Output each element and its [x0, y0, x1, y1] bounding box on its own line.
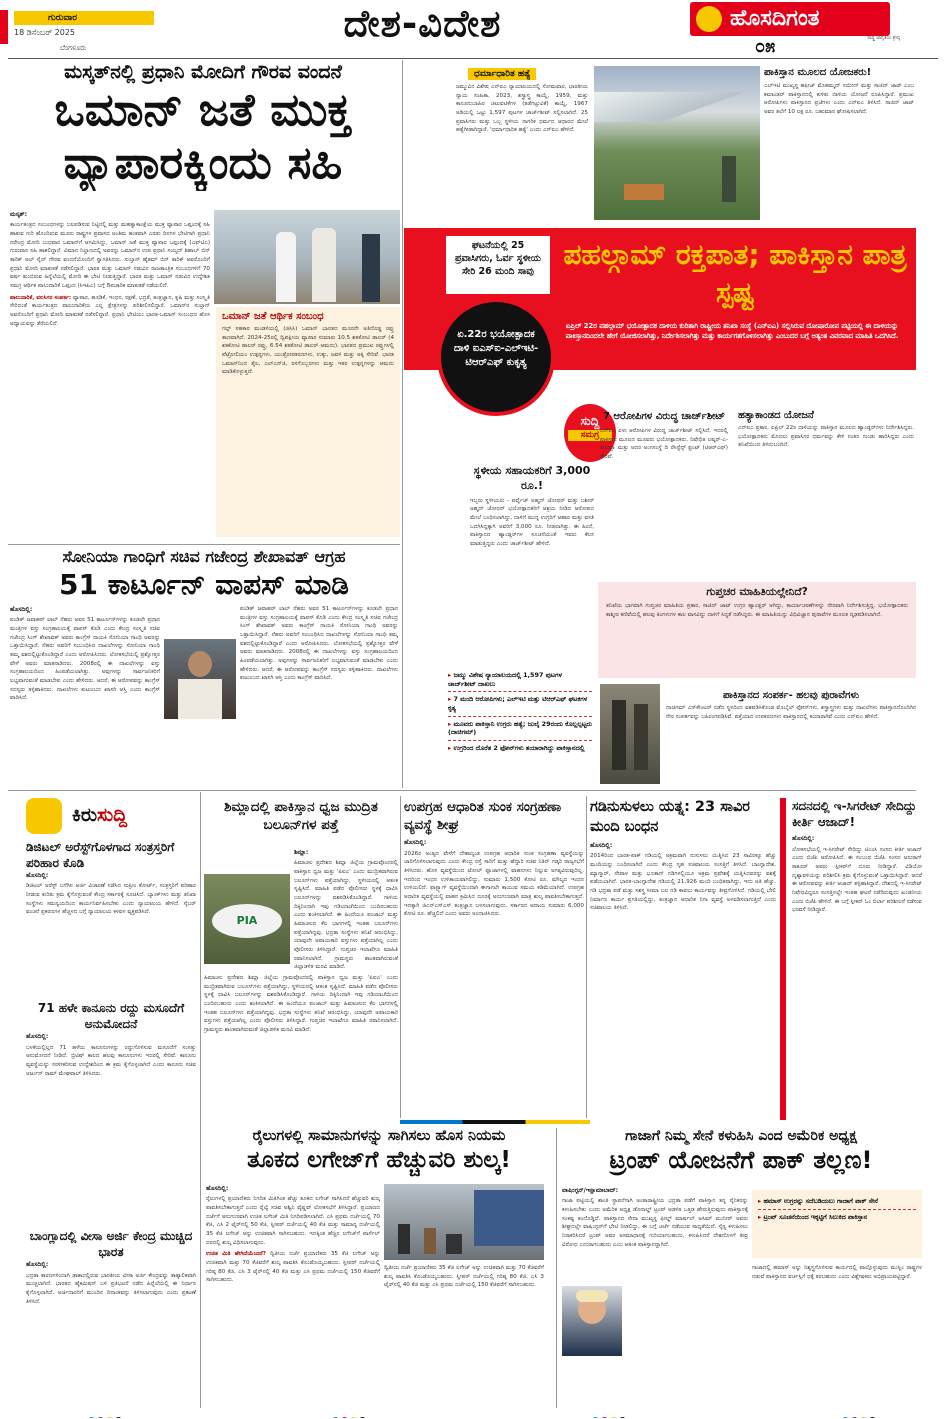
- sonia-body-col2: ಪಂಡಿತ್ ಜವಾಹರ್ ಲಾಲ್ ನೆಹರು ಅವರ 51 ಕಾರ್ಟೂನ್‌ಗಳನ್ನು ಕೂಡಲೇ ಪ್ರಧಾನ ಮಂತ್ರಿಗಳ ವಸ್ತು ಸಂಗ್ರಹಾಲಯಕ್ಕೆ ವಾಪಸ್ ಕೊಡಿ ಎಂದು ಕೇಂದ್ರ ಸಂಸ್ಕೃತಿ ಸಚಿವ ಗಜೇಂದ್ರ ಸಿಂಗ್ ಶೇಖಾವತ್ ಅವರು ಕಾಂಗ್ರೆಸ್ ನಾಯಕಿ ಸೋನಿಯಾ ಗಾಂಧಿ ಅವರನ್ನು ಒತ್ತಾಯಿಸಿದ್ದಾರೆ. ನೆಹರು ಅವರಿಗೆ ಸಂಬಂಧಿಸಿದ ದಾಖಲೆಗಳನ್ನು ಸೋನಿಯಾ ಗಾಂಧಿ ತಮ್ಮ ವಶದಲ್ಲಿಟ್ಟುಕೊಂಡಿದ್ದಾರೆ ಎಂದು ಆರೋಪಿಸಿದರು. ಲೋಕಸಭೆಯಲ್ಲಿ ಪ್ರಶ್ನೋತ್ತರ ವೇಳೆ ಅವರು ಮಾತನಾಡಿದರು. 2008ರಲ್ಲಿ ಈ ದಾಖಲೆಗಳನ್ನು ವಸ್ತು ಸಂಗ್ರಹಾಲಯದಿಂದ ಹಿಂಪಡೆಯಲಾಗಿತ್ತು. ಅವುಗಳನ್ನು ಸಾರ್ವಜನಿಕರಿಗೆ ಲಭ್ಯವಾಗುವಂತೆ ಮಾಡಬೇಕು ಎಂದು ಹೇಳಿದರು. ಆದರೆ, ಈ ಆರೋಪವನ್ನು ಕಾಂಗ್ರೆಸ್ ಸದಸ್ಯರು ತಳ್ಳಿಹಾಕಿದರು. ದಾಖಲೆಗಳು ಕುಟುಂಬದ ಖಾಸಗಿ ಆಸ್ತಿ ಎಂದು ಕಾಂಗ್ರೆಸ್ ವಾದಿಸಿದೆ.: [240, 606, 398, 682]
- shimla-body: ಹಿಮಾಚಲ ಪ್ರದೇಶದ ಶಿಮ್ಲಾ ಜಿಲ್ಲೆಯ ಗ್ರಾಮವೊಂದರಲ್ಲಿ ಪಾಕಿಸ್ತಾನ ಧ್ವಜ ಮತ್ತು 'ಪಿಐಎ' ಎಂದು ಮುದ್ರಿತವಾಗಿರುವ ಬಲೂನ್‌ಗಳು ಪತ್ತೆಯಾಗಿದ್ದು, ಸ್ಥಳೀಯರಲ್ಲಿ ಆತಂಕ ಸೃಷ್ಟಿಸಿದೆ. ಮಾಹಿತಿ ಪಡೆದ ಪೊಲೀಸರು ಸ್ಥಳಕ್ಕೆ ಧಾವಿಸಿ ಬಲೂನ್‌ಗಳನ್ನು ವಶಪಡಿಸಿಕೊಂಡಿದ್ದಾರೆ. ಗಾಳಿಯ ದಿಕ್ಕಿನಿಂದಾಗಿ ಇವು ಗಡಿಯಾಚೆಯಿಂದ ಬಂದಿರಬಹುದು ಎಂದು ಶಂಕಿಸಲಾಗಿದೆ. ಈ ಹಿಂದೆಯೂ ಪಂಜಾಬ್ ಮತ್ತು ಹಿಮಾಚಲದ ಕೆಲ ಭಾಗಗಳಲ್ಲಿ ಇಂತಹ ಬಲೂನ್‌ಗಳು ಪತ್ತೆಯಾಗಿದ್ದವು. ಭದ್ರತಾ ಸಂಸ್ಥೆಗಳು ತನಿಖೆ ಆರಂಭಿಸಿದ್ದು, ಯಾವುದೇ ಅಪಾಯಕಾರಿ ವಸ್ತುಗಳು ಪತ್ತೆಯಾಗಿಲ್ಲ ಎಂದು ಪೊಲೀಸರು ತಿಳಿಸಿದ್ದಾರೆ. ಗುಪ್ತಚರ ಇಲಾಖೆಗೂ ಮಾಹಿತಿ ರವಾನಿಸಲಾಗಿದೆ. ಗ್ರಾಮಸ್ಥರು ಶಾಂತವಾಗಿರುವಂತೆ ಜಿಲ್ಲಾಡಳಿತ ಮನವಿ ಮಾಡಿದೆ.: [294, 860, 398, 971]
- kiru-3-body: ಭದ್ರತಾ ಕಾರಣಗಳಿಂದಾಗಿ ಢಾಕಾದಲ್ಲಿರುವ ಭಾರತೀಯ ವೀಸಾ ಅರ್ಜಿ ಕೇಂದ್ರವನ್ನು ತಾತ್ಕಾಲಿಕವಾಗಿ ಮುಚ್ಚಲಾಗಿದೆ. ಭಾರತದ ಹೈಕಮಿಷನ್ ಬಳಿ ಪ್ರತಿಭಟನೆ ನಡೆದ ಹಿನ್ನೆಲೆಯಲ್ಲಿ ಈ ನಿರ್ಧಾರ ಕೈಗೊಳ್ಳಲಾಗಿದೆ. ಅರ್ಜಿದಾರರಿಗೆ ಮುಂದಿನ ದಿನಾಂಕವನ್ನು ತಿಳಿಸಲಾಗುವುದು ಎಂದು ಪ್ರಕಟಣೆ ತಿಳಿಸಿದೆ.: [26, 1272, 196, 1305]
- rail-subhead: ಉಚಿತ ಮಿತಿ ಹೇಗಿದೆಯೆಂದರೆ?: [206, 1251, 266, 1258]
- oman-body: ಮಸ್ಕತ್: ಕಾರ್ಯತಂತ್ರದ ಸಂಬಂಧಗಳನ್ನು ಬಲಪಡಿಸುವ ನಿಟ್ಟಿನಲ್ಲಿ ಮತ್ತು ಮಹತ್ವಾಕಾಂಕ್ಷೆಯ ಮುಕ್ತ ವ್ಯಾಪಾರ ಒಪ್ಪಂದಕ್ಕೆ ಸಹಿ ಹಾಕುವ ಗುರಿ ಹೊಂದಿರುವ ಮೂರು ರಾಷ್ಟ್ರಗಳ ಪ್ರವಾಸದ ಅಂತಿಮ ಹಂತವಾಗಿ ಎರಡು ದಿನಗಳ ಭೇಟಿಗಾಗಿ ಪ್ರಧಾನಿ ನರೇಂದ್ರ ಮೋದಿ ಬುಧವಾರ ಒಮಾನ್‌ಗೆ ಆಗಮಿಸಿದ್ದು, ಒಮಾನ್ ಜತೆ ಮುಕ್ತ ವ್ಯಾಪಾರ ಒಪ್ಪಂದಕ್ಕೆ (ಎಫ್‌ಟಿಎ) ಗುರುವಾರ ಸಹಿ ಹಾಕಲಿದ್ದಾರೆ. ವಿಮಾನ ನಿಲ್ದಾಣದಲ್ಲಿ ಅವರನ್ನು ಒಮಾನ್‌ನ ಉಪ ಪ್ರಧಾನಿ ಸಯ್ಯದ್ ಶಿಹಾಬ್ ಬಿನ್ ತಾರಿಕ್ ಅಲ್ ಸೈದ್ ಗೌರವ ವಂದನೆಯೊಂದಿಗೆ ಸ್ವಾಗತಿಸಿದರು. ಸುಲ್ತಾನ್ ಹೈತಮ್ ಬಿನ್ ತಾರಿಕ್ ಅವರೊಂದಿಗೆ ಪ್ರಧಾನಿ ಮೋದಿ ಮಾತುಕತೆ ನಡೆಸಲಿದ್ದಾರೆ. ಭಾರತ ಮತ್ತು ಒಮಾನ್ ನಡುವಿನ ರಾಜತಾಂತ್ರಿಕ ಸಂಬಂಧಗಳಿಗೆ 70 ವರ್ಷ ತುಂಬಿರುವ ಹಿನ್ನೆಲೆಯಲ್ಲಿ ಮೋದಿ ಈ ಭೇಟಿ ನೀಡುತ್ತಿದ್ದಾರೆ. ಭಾರತ ಮತ್ತು ಒಮಾನ್ ನಡುವಿನ ಉದ್ದೇಶಿತ ಸಮಗ್ರ ಆರ್ಥಿಕ ಪಾಲುದಾರಿಕೆ ಒಪ್ಪಂದ (ಸಿಇಪಿಎ) ಬಗ್ಗೆ ಔಪಚಾರಿಕ ಮಾತುಕತೆ ನಡೆಯಲಿದೆ. ಪಾಲುದಾರಿಕೆ, ವಲಸಿಗರ ಸಂಪರ್ಕ: ವ್ಯಾಪಾರ, ಹೂಡಿಕೆ, ಇಂಧನ, ರಕ್ಷಣೆ, ಭದ್ರತೆ, ತಂತ್ರಜ್ಞಾನ, ಕೃಷಿ ಮತ್ತು ಸಂಸ್ಕೃತಿ ಸೇರಿದಂತೆ ಕಾರ್ಯತಂತ್ರದ ಪಾಲುದಾರಿಕೆಯ ಎಲ್ಲ ಕ್ಷೇತ್ರಗಳನ್ನು ಪರಿಶೀಲಿಸಲಿದ್ದಾರೆ. ಒಮಾನ್‌ನ ಸುಲ್ತಾನ್ ಅವರೊಂದಿಗೆ ಪ್ರಧಾನಿ ಮೋದಿ ಮಾತುಕತೆ ನಡೆಸಲಿದ್ದಾರೆ. ಪ್ರಧಾನಿ ಭೇಟಿಯು ಭಾರತ-ಒಮಾನ್ ಸಂಬಂಧದ ಹೊಸ ಅಧ್ಯಾಯವನ್ನು ತೆರೆಯಲಿದೆ.: [10, 211, 210, 327]
- kiru-suddi-header: [26, 796, 196, 836]
- kiru-story-1: ಡಿಜಿಟಲ್ ಅರೆಸ್ಟ್‌ಗೊಳಗಾದ ಸಂತ್ರಸ್ತರಿಗೆ ಪರಿಹಾರ ಕೊಡಿ ಹೊಸದಿಲ್ಲಿ: ಡಿಜಿಟಲ್ ಅರೆಸ್ಟ್ ಬಗೆಗಿನ ಅರ್ಜಿ ವಿಚಾರಣೆ ನಡೆಸಿದ ಸುಪ್ರೀಂ ಕೋರ್ಟ್, ಸಂತ್ರಸ್ತರಿಗೆ ಪರಿಹಾರ ನೀಡುವ ಕುರಿತು ಕ್ರಮ ಕೈಗೊಳ್ಳುವಂತೆ ಕೇಂದ್ರ ಸರ್ಕಾರಕ್ಕೆ ಸೂಚಿಸಿದೆ. ಬ್ಯಾಂಕ್‌ಗಳು ಮತ್ತು ತನಿಖಾ ಸಂಸ್ಥೆಗಳು ಸಮನ್ವಯದಿಂದ ಕಾರ್ಯನಿರ್ವಹಿಸಬೇಕು ಎಂದು ನ್ಯಾಯಾಲಯ ಹೇಳಿದೆ. ಸೈಬರ್ ವಂಚನೆ ಪ್ರಕರಣಗಳ ಹೆಚ್ಚಳದ ಬಗ್ಗೆ ನ್ಯಾಯಾಲಯ ಕಳವಳ ವ್ಯಕ್ತಪಡಿಸಿದೆ.: [26, 840, 196, 916]
- satellite-headline: ಉಪಗ್ರಹ ಆಧಾರಿತ ಸುಂಕ ಸಂಗ್ರಹಣಾ ವ್ಯವಸ್ಥೆ ಶೀಘ್ರ: [404, 799, 562, 834]
- local-helpers-title: ಸ್ಥಳೀಯ ಸಹಾಯಕರಿಗೆ 3,000 ರೂ.!: [473, 464, 591, 492]
- person-figure: [312, 228, 336, 302]
- registration-marks: [842, 1409, 902, 1418]
- pak-planners-title: ಪಾಕಿಸ್ತಾನ ಮೂಲದ ಯೋಜಕರು!: [764, 67, 872, 78]
- oman-box-body: ಗಲ್ಫ್ ಸಹಕಾರ ಮಂಡಳಿಯಲ್ಲಿ (ಜಿಸಿಸಿ) ಒಮಾನ್ ಭಾರತದ ಮೂರನೇ ಅತಿದೊಡ್ಡ ರಫ್ತು ತಾಣವಾಗಿದೆ. 2024-25ರಲ್ಲಿ ದ್ವಿಪಕ್ಷೀಯ ವ್ಯಾಪಾರ ಸುಮಾರು 10.5 ಶತಕೋಟಿ ಡಾಲರ್ (4 ಶತಕೋಟಿ ಡಾಲರ್ ರಫ್ತು, 6.54 ಶತಕೋಟಿ ಡಾಲರ್ ಆಮದು). ಭಾರತದ ಪ್ರಮುಖ ರಫ್ತುಗಳಲ್ಲಿ ಪೆಟ್ರೋಲಿಯಂ ಉತ್ಪನ್ನಗಳು, ಯಂತ್ರೋಪಕರಣಗಳು, ಉಕ್ಕು, ಜವಳಿ ಮತ್ತು ಅಕ್ಕಿ ಸೇರಿವೆ. ಭಾರತ ಒಮಾನ್‌ನಿಂದ ತೈಲ, ಎಲ್‌ಎನ್‌ಜಿ, ರಸಗೊಬ್ಬರಗಳು ಮತ್ತು ಇತರ ಉತ್ಪನ್ನಗಳನ್ನು ಆಮದು ಮಾಡಿಕೊಳ್ಳುತ್ತದೆ.: [222, 326, 394, 376]
- ecig-headline: ಸದನದಲ್ಲಿ ಇ-ಸಿಗರೇಟ್ ಸೇದಿದ್ದು ಕೀರ್ತಿ ಆಜಾದ್!: [792, 799, 917, 830]
- satellite-body: 2026ರ ಅಂತ್ಯದ ವೇಳೆಗೆ ದೇಶಾದ್ಯಂತ ಉಪಗ್ರಹ ಆಧಾರಿತ ಸುಂಕ ಸಂಗ್ರಹಣಾ ವ್ಯವಸ್ಥೆಯನ್ನು ಜಾರಿಗೊಳಿಸಲಾಗುವುದು ಎಂದು ಕೇಂದ್ರ ರಸ್ತೆ ಸಾರಿಗೆ ಮತ್ತು ಹೆದ್ದಾರಿ ಸಚಿವ ನಿತಿನ್ ಗಡ್ಕರಿ ರಾಜ್ಯಸಭೆಗೆ ತಿಳಿಸಿದರು. ಹೊಸ ವ್ಯವಸ್ಥೆಯಿಂದ ಟೋಲ್ ಪ್ಲಾಜಾಗಳಲ್ಲಿ ವಾಹನಗಳು ನಿಲ್ಲುವ ಅಗತ್ಯವಿರುವುದಿಲ್ಲ. ಇದರಿಂದ ಇಂಧನ ಉಳಿತಾಯವಾಗಲಿದ್ದು, ಸುಮಾರು 1,500 ಕೋಟಿ ರೂ. ಮೌಲ್ಯದ ಇಂಧನ ಉಳಿಯಲಿದೆ. ಫಾಸ್ಟ್ಯಾಗ್ ವ್ಯವಸ್ಥೆಯಿಂದಾಗಿ ಈಗಾಗಲೇ ಕಾಯುವ ಸಮಯ ಕಡಿಮೆಯಾಗಿದೆ. ಉಪಗ್ರಹ ಆಧಾರಿತ ವ್ಯವಸ್ಥೆಯಲ್ಲಿ ವಾಹನ ಕ್ರಮಿಸಿದ ದೂರಕ್ಕೆ ಅನುಗುಣವಾಗಿ ಮಾತ್ರ ಶುಲ್ಕ ಪಾವತಿಸಬೇಕಾಗುತ್ತದೆ. ಇದಕ್ಕಾಗಿ ಜಿಎನ್‌ಎಸ್‌ಎಸ್ ತಂತ್ರಜ್ಞಾನ ಬಳಸಲಾಗುವುದು. ಸರ್ಕಾರದ ಆದಾಯ ಸುಮಾರು 6,000 ಕೋಟಿ ರೂ. ಹೆಚ್ಚಲಿದೆ ಎಂದು ಅವರು ಅಂದಾಜಿಸಿದರು.: [404, 850, 584, 918]
- trump-headline: ಟ್ರಂಪ್ ಯೋಜನೆಗೆ ಪಾಕ್ ತಲ್ಲಣ!: [609, 1146, 873, 1174]
- kiru-story-3: ಬಾಂಗ್ಲಾದಲ್ಲಿ ವೀಸಾ ಅರ್ಜಿ ಕೇಂದ್ರ ಮುಚ್ಚಿದ ಭಾರತ ಹೊಸದಿಲ್ಲಿ: ಭದ್ರತಾ ಕಾರಣಗಳಿಂದಾಗಿ ಢಾಕಾದಲ್ಲಿರುವ ಭಾರತೀಯ ವೀಸಾ ಅರ್ಜಿ ಕೇಂದ್ರವನ್ನು ತಾತ್ಕಾಲಿಕವಾಗಿ ಮುಚ್ಚಲಾಗಿದೆ. ಭಾರತದ ಹೈಕಮಿಷನ್ ಬಳಿ ಪ್ರತಿಭಟನೆ ನಡೆದ ಹಿನ್ನೆಲೆಯಲ್ಲಿ ಈ ನಿರ್ಧಾರ ಕೈಗೊಳ್ಳಲಾಗಿದೆ. ಅರ್ಜಿದಾರರಿಗೆ ಮುಂದಿನ ದಿನಾಂಕವನ್ನು ತಿಳಿಸಲಾಗುವುದು ಎಂದು ಪ್ರಕಟಣೆ ತಿಳಿಸಿದೆ.: [26, 1229, 196, 1305]
- shimla-body-cont: ಹಿಮಾಚಲ ಪ್ರದೇಶದ ಶಿಮ್ಲಾ ಜಿಲ್ಲೆಯ ಗ್ರಾಮವೊಂದರಲ್ಲಿ ಪಾಕಿಸ್ತಾನ ಧ್ವಜ ಮತ್ತು 'ಪಿಐಎ' ಎಂದು ಮುದ್ರಿತವಾಗಿರುವ ಬಲೂನ್‌ಗಳು ಪತ್ತೆಯಾಗಿದ್ದು, ಸ್ಥಳೀಯರಲ್ಲಿ ಆತಂಕ ಸೃಷ್ಟಿಸಿದೆ. ಮಾಹಿತಿ ಪಡೆದ ಪೊಲೀಸರು ಸ್ಥಳಕ್ಕೆ ಧಾವಿಸಿ ಬಲೂನ್‌ಗಳನ್ನು ವಶಪಡಿಸಿಕೊಂಡಿದ್ದಾರೆ. ಗಾಳಿಯ ದಿಕ್ಕಿನಿಂದಾಗಿ ಇವು ಗಡಿಯಾಚೆಯಿಂದ ಬಂದಿರಬಹುದು ಎಂದು ಶಂಕಿಸಲಾಗಿದೆ. ಈ ಹಿಂದೆಯೂ ಪಂಜಾಬ್ ಮತ್ತು ಹಿಮಾಚಲದ ಕೆಲ ಭಾಗಗಳಲ್ಲಿ ಇಂತಹ ಬಲೂನ್‌ಗಳು ಪತ್ತೆಯಾಗಿದ್ದವು. ಭದ್ರತಾ ಸಂಸ್ಥೆಗಳು ತನಿಖೆ ಆರಂಭಿಸಿದ್ದು, ಯಾವುದೇ ಅಪಾಯಕಾರಿ ವಸ್ತುಗಳು ಪತ್ತೆಯಾಗಿಲ್ಲ ಎಂದು ಪೊಲೀಸರು ತಿಳಿಸಿದ್ದಾರೆ. ಗುಪ್ತಚರ ಇಲಾಖೆಗೂ ಮಾಹಿತಿ ರವಾನಿಸಲಾಗಿದೆ. ಗ್ರಾಮಸ್ಥರು ಶಾಂತವಾಗಿರುವಂತೆ ಜಿಲ್ಲಾಡಳಿತ ಮನವಿ ಮಾಡಿದೆ.: [204, 975, 398, 1033]
- fact-item: ▸ ಮೂವರು ಪಾಕಿಸ್ತಾನಿ ಉಗ್ರರು ಹತ್ಯೆ; ಜುಲೈ 29ರಂದು ಕೊಲ್ಲಲ್ಪಟ್ಟರು (ದಾಚಿಗಮ್): [448, 717, 592, 741]
- balloon-label: PIA: [212, 904, 282, 938]
- oman-header: [8, 61, 398, 191]
- trump-body: ಗಾಜಾ ಪಟ್ಟಿಯಲ್ಲಿ ಶಾಂತಿ ಸ್ಥಾಪನೆಗಾಗಿ ಅಂತಾರಾಷ್ಟ್ರೀಯ ಭದ್ರತಾ ಪಡೆಗೆ ಪಾಕಿಸ್ತಾನ ತನ್ನ ಸೈನಿಕರನ್ನು ಕಳುಹಿಸಬೇಕು ಎಂದು ಅಮೆರಿಕ ಅಧ್ಯಕ್ಷ ಡೊನಾಲ್ಡ್ ಟ್ರಂಪ್ ಆಡಳಿತ ಒತ್ತಡ ಹೇರುತ್ತಿರುವುದು ಪಾಕಿಸ್ತಾನಕ್ಕೆ ಸಂಕಷ್ಟ ತಂದೊಡ್ಡಿದೆ. ಪಾಕಿಸ್ತಾನದ ಸೇನಾ ಮುಖ್ಯಸ್ಥ ಫೀಲ್ಡ್ ಮಾರ್ಷಲ್ ಅಸಿಮ್ ಮುನೀರ್ ಅವರು ಶೀಘ್ರದಲ್ಲೇ ವಾಷಿಂಗ್ಟನ್‌ಗೆ ಭೇಟಿ ನೀಡಲಿದ್ದು, ಈ ಬಗ್ಗೆ ಚರ್ಚೆ ನಡೆಯುವ ಸಾಧ್ಯತೆಯಿದೆ. ಸೈನ್ಯ ಕಳುಹಿಸಲು ನಿರಾಕರಿಸಿದರೆ ಟ್ರಂಪ್ ಅವರ ಅಸಮಾಧಾನಕ್ಕೆ ಗುರಿಯಾಗಬಹುದು, ಕಳುಹಿಸಿದರೆ ದೇಶದೊಳಗೆ ತೀವ್ರ ವಿರೋಧ ಎದುರಾಗಬಹುದು ಎಂಬ ಆತಂಕ ಪಾಕಿಸ್ತಾನದ್ದಾಗಿದೆ.: [562, 1198, 748, 1248]
- shimla-article: ಶಿಮ್ಲಾದಲ್ಲಿ ಪಾಕಿಸ್ತಾನ ಧ್ವಜ ಮುದ್ರಿತ ಬಲೂನ್‌ಗಳ ಪತ್ತೆ PIA ಶಿಮ್ಲಾ: ಹಿಮಾಚಲ ಪ್ರದೇಶದ ಶಿಮ್ಲಾ ಜಿಲ್ಲೆಯ ಗ್ರಾಮವೊಂದರಲ್ಲಿ ಪಾಕಿಸ್ತಾನ ಧ್ವಜ ಮತ್ತು 'ಪಿಐಎ' ಎಂದು ಮುದ್ರಿತವಾಗಿರುವ ಬಲೂನ್‌ಗಳು ಪತ್ತೆಯಾಗಿದ್ದು, ಸ್ಥಳೀಯರಲ್ಲಿ ಆತಂಕ ಸೃಷ್ಟಿಸಿದೆ. ಮಾಹಿತಿ ಪಡೆದ ಪೊಲೀಸರು ಸ್ಥಳಕ್ಕೆ ಧಾವಿಸಿ ಬಲೂನ್‌ಗಳನ್ನು ವಶಪಡಿಸಿಕೊಂಡಿದ್ದಾರೆ. ಗಾಳಿಯ ದಿಕ್ಕಿನಿಂದಾಗಿ ಇವು ಗಡಿಯಾಚೆಯಿಂದ ಬಂದಿರಬಹುದು ಎಂದು ಶಂಕಿಸಲಾಗಿದೆ. ಈ ಹಿಂದೆಯೂ ಪಂಜಾಬ್ ಮತ್ತು ಹಿಮಾಚಲದ ಕೆಲ ಭಾಗಗಳಲ್ಲಿ ಇಂತಹ ಬಲೂನ್‌ಗಳು ಪತ್ತೆಯಾಗಿದ್ದವು. ಭದ್ರತಾ ಸಂಸ್ಥೆಗಳು ತನಿಖೆ ಆರಂಭಿಸಿದ್ದು, ಯಾವುದೇ ಅಪಾಯಕಾರಿ ವಸ್ತುಗಳು ಪತ್ತೆಯಾಗಿಲ್ಲ ಎಂದು ಪೊಲೀಸರು ತಿಳಿಸಿದ್ದಾರೆ. ಗುಪ್ತಚರ ಇಲಾಖೆಗೂ ಮಾಹಿತಿ ರವಾನಿಸಲಾಗಿದೆ. ಗ್ರಾಮಸ್ಥರು ಶಾಂತವಾಗಿರುವಂತೆ ಜಿಲ್ಲಾಡಳಿತ ಮನವಿ ಮಾಡಿದೆ. ಹಿಮಾಚಲ ಪ್ರದೇಶದ ಶಿಮ್ಲಾ ಜಿಲ್ಲೆಯ ಗ್ರಾಮವೊಂದರಲ್ಲಿ ಪಾಕಿಸ್ತಾನ ಧ್ವಜ ಮತ್ತು 'ಪಿಐಎ' ಎಂದು ಮುದ್ರಿತವಾಗಿರುವ ಬಲೂನ್‌ಗಳು ಪತ್ತೆಯಾಗಿದ್ದು, ಸ್ಥಳೀಯರಲ್ಲಿ ಆತಂಕ ಸೃಷ್ಟಿಸಿದೆ. ಮಾಹಿತಿ ಪಡೆದ ಪೊಲೀಸರು ಸ್ಥಳಕ್ಕೆ ಧಾವಿಸಿ ಬಲೂನ್‌ಗಳನ್ನು ವಶಪಡಿಸಿಕೊಂಡಿದ್ದಾರೆ. ಗಾಳಿಯ ದಿಕ್ಕಿನಿಂದಾಗಿ ಇವು ಗಡಿಯಾಚೆಯಿಂದ ಬಂದಿರಬಹುದು ಎಂದು ಶಂಕಿಸಲಾಗಿದೆ. ಈ ಹಿಂದೆಯೂ ಪಂಜಾಬ್ ಮತ್ತು ಹಿಮಾಚಲದ ಕೆಲ ಭಾಗಗಳಲ್ಲಿ ಇಂತಹ ಬಲೂನ್‌ಗಳು ಪತ್ತೆಯಾಗಿದ್ದವು. ಭದ್ರತಾ ಸಂಸ್ಥೆಗಳು ತನಿಖೆ ಆರಂಭಿಸಿದ್ದು, ಯಾವುದೇ ಅಪಾಯಕಾರಿ ವಸ್ತುಗಳು ಪತ್ತೆಯಾಗಿಲ್ಲ ಎಂದು ಪೊಲೀಸರು ತಿಳಿಸಿದ್ದಾರೆ. ಗುಪ್ತಚರ ಇಲಾಖೆಗೂ ಮಾಹಿತಿ ರವಾನಿಸಲಾಗಿದೆ. ಗ್ರಾಮಸ್ಥರು ಶಾಂತವಾಗಿರುವಂತೆ ಜಿಲ್ಲಾಡಳಿತ ಮನವಿ ಮಾಡಿದೆ.: [204, 798, 398, 1120]
- sonia-article: [8, 547, 400, 787]
- trump-bullet: ▸ ಹಮಾಸ್ ಉಗ್ರರನ್ನು ಸದೆಬಡಿಯಲು ಗಾಜಾಗೆ ಪಾಕ್ ಸೇನೆ: [758, 1194, 916, 1210]
- kiru-1-body: ಡಿಜಿಟಲ್ ಅರೆಸ್ಟ್ ಬಗೆಗಿನ ಅರ್ಜಿ ವಿಚಾರಣೆ ನಡೆಸಿದ ಸುಪ್ರೀಂ ಕೋರ್ಟ್, ಸಂತ್ರಸ್ತರಿಗೆ ಪರಿಹಾರ ನೀಡುವ ಕುರಿತು ಕ್ರಮ ಕೈಗೊಳ್ಳುವಂತೆ ಕೇಂದ್ರ ಸರ್ಕಾರಕ್ಕೆ ಸೂಚಿಸಿದೆ. ಬ್ಯಾಂಕ್‌ಗಳು ಮತ್ತು ತನಿಖಾ ಸಂಸ್ಥೆಗಳು ಸಮನ್ವಯದಿಂದ ಕಾರ್ಯನಿರ್ವಹಿಸಬೇಕು ಎಂದು ನ್ಯಾಯಾಲಯ ಹೇಳಿದೆ. ಸೈಬರ್ ವಂಚನೆ ಪ್ರಕರಣಗಳ ಹೆಚ್ಚಳದ ಬಗ್ಗೆ ನ್ಯಾಯಾಲಯ ಕಳವಳ ವ್ಯಕ್ತಪಡಿಸಿದೆ.: [26, 883, 196, 916]
- sonia-body: ಪಂಡಿತ್ ಜವಾಹರ್ ಲಾಲ್ ನೆಹರು ಅವರ 51 ಕಾರ್ಟೂನ್‌ಗಳನ್ನು ಕೂಡಲೇ ಪ್ರಧಾನ ಮಂತ್ರಿಗಳ ವಸ್ತು ಸಂಗ್ರಹಾಲಯಕ್ಕೆ ವಾಪಸ್ ಕೊಡಿ ಎಂದು ಕೇಂದ್ರ ಸಂಸ್ಕೃತಿ ಸಚಿವ ಗಜೇಂದ್ರ ಸಿಂಗ್ ಶೇಖಾವತ್ ಅವರು ಕಾಂಗ್ರೆಸ್ ನಾಯಕಿ ಸೋನಿಯಾ ಗಾಂಧಿ ಅವರನ್ನು ಒತ್ತಾಯಿಸಿದ್ದಾರೆ. ನೆಹರು ಅವರಿಗೆ ಸಂಬಂಧಿಸಿದ ದಾಖಲೆಗಳನ್ನು ಸೋನಿಯಾ ಗಾಂಧಿ ತಮ್ಮ ವಶದಲ್ಲಿಟ್ಟುಕೊಂಡಿದ್ದಾರೆ ಎಂದು ಆರೋಪಿಸಿದರು. ಲೋಕಸಭೆಯಲ್ಲಿ ಪ್ರಶ್ನೋತ್ತರ ವೇಳೆ ಅವರು ಮಾತನಾಡಿದರು. 2008ರಲ್ಲಿ ಈ ದಾಖಲೆಗಳನ್ನು ವಸ್ತು ಸಂಗ್ರಹಾಲಯದಿಂದ ಹಿಂಪಡೆಯಲಾಗಿತ್ತು. ಅವುಗಳನ್ನು ಸಾರ್ವಜನಿಕರಿಗೆ ಲಭ್ಯವಾಗುವಂತೆ ಮಾಡಬೇಕು ಎಂದು ಹೇಳಿದರು. ಆದರೆ, ಈ ಆರೋಪವನ್ನು ಕಾಂಗ್ರೆಸ್ ಸದಸ್ಯರು ತಳ್ಳಿಹಾಕಿದರು. ದಾಖಲೆಗಳು ಕುಟುಂಬದ ಖಾಸಗಿ ಆಸ್ತಿ ಎಂದು ಕಾಂಗ್ರೆಸ್ ವಾದಿಸಿದೆ.: [10, 617, 160, 702]
- trump-header: [560, 1128, 922, 1180]
- kiru-3-title: ಬಾಂಗ್ಲಾದಲ್ಲಿ ವೀಸಾ ಅರ್ಜಿ ಕೇಂದ್ರ ಮುಚ್ಚಿದ ಭಾರತ: [29, 1229, 193, 1260]
- divider-strip: [400, 1120, 590, 1124]
- militants-photo: [600, 684, 660, 784]
- trump-kicker: ಗಾಜಾಗೆ ನಿಮ್ಮ ಸೇನೆ ಕಳುಹಿಸಿ ಎಂದ ಅಮೆರಿಕ ಅಧ್ಯಕ್ಷ: [625, 1128, 857, 1144]
- railway-platform-photo: [384, 1184, 544, 1260]
- death-toll-stat: ಘಟನೆಯಲ್ಲಿ 25 ಪ್ರವಾಸಿಗರು, ಓರ್ವ ಸ್ಥಳೀಯ ಸೇರಿ 26 ಮಂದಿ ಸಾವು: [446, 236, 550, 294]
- intel-title: ಗುಪ್ತಚರ ಮಾಹಿತಿಯಲ್ಲೇನಿದೆ?: [706, 586, 808, 598]
- pak-planners-body: ಎಲ್‌ಇಟಿ ಮುಖ್ಯಸ್ಥ ಹಫೀಜ್ ಮೊಹಮ್ಮದ್ ಸಯೀದ್ ಮತ್ತು ಸಾಜಿದ್ ಜಾಟ್ ಎಂಬ ಕಮಾಂಡರ್ ಪಾಕಿಸ್ತಾನದಲ್ಲಿ ಕುಳಿತು ದಾಳಿಯ ಯೋಜನೆ ರೂಪಿಸಿದ್ದಾರೆ. ಪ್ರಮುಖ ಆರೋಪಿಗಳು ಪಾಕಿಸ್ತಾನದ ಪ್ರಜೆಗಳು ಎಂದು ಎನ್‌ಐಎ ತಿಳಿಸಿದೆ. ಸಾಜಿದ್ ಜಾಟ್ ಅವರ ತಲೆಗೆ 10 ಲಕ್ಷ ರೂ. ಬಹುಮಾನ ಘೋಷಿಸಲಾಗಿದೆ.: [764, 83, 914, 115]
- registration-marks: [88, 1409, 148, 1418]
- border-arrests-article: ಗಡಿನುಸುಳಲು ಯತ್ನ: 23 ಸಾವಿರ ಮಂದಿ ಬಂಧನ ಹೊಸದಿಲ್ಲಿ: 2014ರಿಂದ ಭಾರತ-ಪಾಕ್ ಗಡಿಯಲ್ಲಿ ಅಕ್ರಮವಾಗಿ ನುಸುಳಲು ಯತ್ನಿಸಿದ 23 ಸಾವಿರಕ್ಕೂ ಹೆಚ್ಚು ಮಂದಿಯನ್ನು ಬಂಧಿಸಲಾಗಿದೆ ಎಂದು ಕೇಂದ್ರ ಗೃಹ ಸಚಿವಾಲಯ ಸಂಸತ್ತಿಗೆ ತಿಳಿಸಿದೆ. ಬಾಂಗ್ಲಾದೇಶ, ಮ್ಯಾನ್ಮಾರ್, ನೇಪಾಳ ಮತ್ತು ಭೂತಾನ್ ಗಡಿಗಳಲ್ಲಿಯೂ ಅಕ್ರಮ ಪ್ರವೇಶಕ್ಕೆ ಯತ್ನಿಸಿದವರನ್ನು ವಶಕ್ಕೆ ಪಡೆಯಲಾಗಿದೆ. ಭಾರತ-ಬಾಂಗ್ಲಾದೇಶ ಗಡಿಯಲ್ಲಿ 21,926 ಮಂದಿ ಬಂಧಿತರಾಗಿದ್ದು, ಇದು ಅತಿ ಹೆಚ್ಚು. ಗಡಿ ಭದ್ರತಾ ಪಡೆ ಮತ್ತು ಸಶಸ್ತ್ರ ಸೀಮಾ ಬಲ ಗಡಿ ಕಾವಲು ಕಾರ್ಯವನ್ನು ತೀವ್ರಗೊಳಿಸಿದೆ. ಗಡಿಯಲ್ಲಿ ಬೇಲಿ ನಿರ್ಮಾಣ ಕಾರ್ಯ ಪ್ರಗತಿಯಲ್ಲಿದ್ದು, ತಂತ್ರಜ್ಞಾನ ಆಧಾರಿತ ನಿಗಾ ವ್ಯವಸ್ಥೆ ಅಳವಡಿಸಲಾಗುತ್ತಿದೆ ಎಂದು ಸಚಿವಾಲಯ ತಿಳಿಸಿದೆ.: [590, 799, 776, 912]
- kiru-1-title: ಡಿಜಿಟಲ್ ಅರೆಸ್ಟ್‌ಗೊಳಗಾದ ಸಂತ್ರಸ್ತರಿಗೆ ಪರಿಹಾರ ಕೊಡಿ: [26, 840, 175, 870]
- sudhi-samagra-badge: ಸುದ್ದಿ ಸಮಗ್ರ: [564, 404, 616, 462]
- border-headline: ಗಡಿನುಸುಳಲು ಯತ್ನ: 23 ಸಾವಿರ ಮಂದಿ ಬಂಧನ: [590, 799, 750, 835]
- balloon-photo: [204, 874, 290, 964]
- seven-accused-title: 7 ಆರೋಪಿಗಳ ವಿರುದ್ಧ ಚಾರ್ಜ್‌ಶೀಟ್: [602, 411, 726, 422]
- kiru-2-title: 71 ಹಳೇ ಕಾನೂನು ರದ್ದು ಮಸೂದೆಗೆ ಅನುಮೋದನೆ: [37, 1001, 185, 1032]
- hand-icon: [26, 798, 62, 834]
- kiru-story-2: 71 ಹಳೇ ಕಾನೂನು ರದ್ದು ಮಸೂದೆಗೆ ಅನುಮೋದನೆ ಹೊಸದಿಲ್ಲಿ: ಬಳಕೆಯಲ್ಲಿಲ್ಲದ 71 ಹಳೆಯ ಕಾನೂನುಗಳನ್ನು ರದ್ದುಗೊಳಿಸುವ ಮಸೂದೆಗೆ ಸಂಸತ್ತು ಅನುಮೋದನೆ ನೀಡಿದೆ. ಬ್ರಿಟಿಷ್ ಕಾಲದ ಹಲವು ಕಾನೂನುಗಳು ಇದರಲ್ಲಿ ಸೇರಿವೆ. ಕಾನೂನು ವ್ಯವಸ್ಥೆಯನ್ನು ಸರಳೀಕರಿಸುವ ಉದ್ದೇಶದಿಂದ ಈ ಕ್ರಮ ಕೈಗೊಳ್ಳಲಾಗಿದೆ ಎಂದು ಕಾನೂನು ಸಚಿವ ಅರ್ಜುನ್ ರಾಮ್ ಮೇಘವಾಲ್ ತಿಳಿಸಿದರು.: [26, 1001, 196, 1077]
- facts-list: [448, 668, 592, 786]
- pahalgam-lead: [404, 61, 594, 227]
- pahalgam-kicker: ಧರ್ಮಾಧಾರಿತ ಹತ್ಯೆ: [468, 68, 536, 80]
- trump-bullets-box: [752, 1190, 922, 1258]
- trump-photo: [562, 1286, 622, 1356]
- oman-box-title: ಒಮಾನ್ ಜತೆ ಆರ್ಥಿಕ ಸಂಬಂಧ: [222, 311, 324, 322]
- rail-headline: ತೂಕದ ಲಗೇಜ್‌ಗೆ ಹೆಚ್ಚುವರಿ ಶುಲ್ಕ!: [247, 1147, 511, 1173]
- intel-body: ತನಿಖೆಯ ಭಾಗವಾಗಿ ಗುಪ್ತಚರ ಮಾಹಿತಿಯ ಪ್ರಕಾರ, ಸಾಜಿದ್ ಜಾಟ್ ಉಗ್ರರ ಹ್ಯಾಂಡ್ಲರ್ ಆಗಿದ್ದು, ಕಾರ್ಯಾಚರಣೆಗಳನ್ನು ನೇರವಾಗಿ ನಿರ್ದೇಶಿಸುತ್ತಿದ್ದ. ಭಯೋತ್ಪಾದಕರು ಕಾಶ್ಮೀರ ಕಣಿವೆಯಲ್ಲಿ ಹಲವು ತಿಂಗಳುಗಳ ಕಾಲ ವಾಸವಿದ್ದು ದಾಳಿಗೆ ಸಿದ್ಧತೆ ನಡೆಸಿದ್ದರು. ಈ ಮಾಹಿತಿಯನ್ನು ವಿಧಿವಿಜ್ಞಾನ ಪುರಾವೆಗಳ ಮೂಲಕ ದೃಢಪಡಿಸಲಾಗಿದೆ.: [606, 603, 908, 618]
- kiru-2-body: ಬಳಕೆಯಲ್ಲಿಲ್ಲದ 71 ಹಳೆಯ ಕಾನೂನುಗಳನ್ನು ರದ್ದುಗೊಳಿಸುವ ಮಸೂದೆಗೆ ಸಂಸತ್ತು ಅನುಮೋದನೆ ನೀಡಿದೆ. ಬ್ರಿಟಿಷ್ ಕಾಲದ ಹಲವು ಕಾನೂನುಗಳು ಇದರಲ್ಲಿ ಸೇರಿವೆ. ಕಾನೂನು ವ್ಯವಸ್ಥೆಯನ್ನು ಸರಳೀಕರಿಸುವ ಉದ್ದೇಶದಿಂದ ಈ ಕ್ರಮ ಕೈಗೊಳ್ಳಲಾಗಿದೆ ಎಂದು ಕಾನೂನು ಸಚಿವ ಅರ್ಜುನ್ ರಾಮ್ ಮೇಘವಾಲ್ ತಿಳಿಸಿದರು.: [26, 1044, 196, 1077]
- pahalgam-headline: ಪಹಲ್ಗಾಮ್ ರಕ್ತಪಾತ; ಪಾಕಿಸ್ತಾನ ಪಾತ್ರ ಸ್ಪಷ್ಟ: [563, 238, 907, 309]
- soldier-figure: [722, 156, 736, 202]
- trump-body-col2: ಗಾಜಾದಲ್ಲಿ ಹಮಾಸ್ ಅನ್ನು ನಿಶ್ಶಸ್ತ್ರಗೊಳಿಸುವ ಕಾರ್ಯದಲ್ಲಿ ಪಾಲ್ಗೊಳ್ಳುವುದು ಮುಸ್ಲಿಂ ರಾಷ್ಟ್ರಗಳ ನಡುವೆ ಪಾಕಿಸ್ತಾನದ ವರ್ಚಸ್ಸಿಗೆ ಧಕ್ಕೆ ತರಬಹುದು ಎಂದು ವಿಶ್ಲೇಷಕರು ಅಭಿಪ್ರಾಯಪಟ್ಟಿದ್ದಾರೆ.: [752, 1265, 922, 1280]
- weekday: ಗುರುವಾರ: [14, 11, 154, 25]
- satellite-toll-article: ಉಪಗ್ರಹ ಆಧಾರಿತ ಸುಂಕ ಸಂಗ್ರಹಣಾ ವ್ಯವಸ್ಥೆ ಶೀಘ್ರ ಹೊಸದಿಲ್ಲಿ: 2026ರ ಅಂತ್ಯದ ವೇಳೆಗೆ ದೇಶಾದ್ಯಂತ ಉಪಗ್ರಹ ಆಧಾರಿತ ಸುಂಕ ಸಂಗ್ರಹಣಾ ವ್ಯವಸ್ಥೆಯನ್ನು ಜಾರಿಗೊಳಿಸಲಾಗುವುದು ಎಂದು ಕೇಂದ್ರ ರಸ್ತೆ ಸಾರಿಗೆ ಮತ್ತು ಹೆದ್ದಾರಿ ಸಚಿವ ನಿತಿನ್ ಗಡ್ಕರಿ ರಾಜ್ಯಸಭೆಗೆ ತಿಳಿಸಿದರು. ಹೊಸ ವ್ಯವಸ್ಥೆಯಿಂದ ಟೋಲ್ ಪ್ಲಾಜಾಗಳಲ್ಲಿ ವಾಹನಗಳು ನಿಲ್ಲುವ ಅಗತ್ಯವಿರುವುದಿಲ್ಲ. ಇದರಿಂದ ಇಂಧನ ಉಳಿತಾಯವಾಗಲಿದ್ದು, ಸುಮಾರು 1,500 ಕೋಟಿ ರೂ. ಮೌಲ್ಯದ ಇಂಧನ ಉಳಿಯಲಿದೆ. ಫಾಸ್ಟ್ಯಾಗ್ ವ್ಯವಸ್ಥೆಯಿಂದಾಗಿ ಈಗಾಗಲೇ ಕಾಯುವ ಸಮಯ ಕಡಿಮೆಯಾಗಿದೆ. ಉಪಗ್ರಹ ಆಧಾರಿತ ವ್ಯವಸ್ಥೆಯಲ್ಲಿ ವಾಹನ ಕ್ರಮಿಸಿದ ದೂರಕ್ಕೆ ಅನುಗುಣವಾಗಿ ಮಾತ್ರ ಶುಲ್ಕ ಪಾವತಿಸಬೇಕಾಗುತ್ತದೆ. ಇದಕ್ಕಾಗಿ ಜಿಎನ್‌ಎಸ್‌ಎಸ್ ತಂತ್ರಜ್ಞಾನ ಬಳಸಲಾಗುವುದು. ಸರ್ಕಾರದ ಆದಾಯ ಸುಮಾರು 6,000 ಕೋಟಿ ರೂ. ಹೆಚ್ಚಲಿದೆ ಎಂದು ಅವರು ಅಂದಾಜಿಸಿದರು.: [404, 799, 584, 918]
- pahalgam-deck: ಏಪ್ರಿಲ್ 22ರ ಪಹಲ್ಗಾಮ್ ಭಯೋತ್ಪಾದಕ ದಾಳಿಯ ಕುರಿತಾಗಿ ರಾಷ್ಟ್ರೀಯ ತನಿಖಾ ಸಂಸ್ಥೆ (ಎನ್‌ಐಎ) ಸಲ್ಲಿಸಿರುವ ದೋಷಾರೋಪ ಪಟ್ಟಿಯಲ್ಲಿ ಈ ದಾಳಿಯನ್ನು ಪಾಕಿಸ್ತಾನದಿಂದಲೇ ಹೇಗೆ ಯೋಜಿಸಲಾಗಿತ್ತು, ನಿರ್ದೇಶಿಸಲಾಗಿತ್ತು ಮತ್ತು ಕಾರ್ಯಗತಗೊಳಿಸಲಾಗಿತ್ತು ಎಂಬುದರ ಬಗ್ಗೆ ಅತ್ಯಂತ ವಿವರವಾದ ಮಾಹಿತಿ ಒದಗಿಸಿದೆ.: [565, 322, 899, 340]
- ecig-body: ಲೋಕಸಭೆಯಲ್ಲಿ ಇ-ಸಿಗರೇಟ್ ಸೇದಿದ್ದು ಟಿಎಂಸಿ ಸಂಸದ ಕೀರ್ತಿ ಆಜಾದ್ ಎಂದು ಬಿಜೆಪಿ ಆರೋಪಿಸಿದೆ. ಈ ಸಂಬಂಧ ಬಿಜೆಪಿ ಸಂಸದ ಅನುರಾಗ್ ಠಾಕೂರ್ ಅವರು ಸ್ಪೀಕರ್‌ಗೆ ದೂರು ನೀಡಿದ್ದಾರೆ. ವಿಡಿಯೋ ದೃಶ್ಯಾವಳಿಯನ್ನು ಪರಿಶೀಲಿಸಿ ಕ್ರಮ ಕೈಗೊಳ್ಳುವಂತೆ ಒತ್ತಾಯಿಸಿದ್ದಾರೆ. ಆದರೆ ಈ ಆರೋಪವನ್ನು ಕೀರ್ತಿ ಆಜಾದ್ ತಳ್ಳಿಹಾಕಿದ್ದಾರೆ. ದೇಶದಲ್ಲಿ ಇ-ಸಿಗರೇಟ್ ನಿಷೇಧವಿದ್ದರೂ ಸಂಸತ್ತಿನಲ್ಲೇ ಇಂತಹ ಘಟನೆ ನಡೆದಿರುವುದು ಖಂಡನೀಯ ಎಂದು ಬಿಜೆಪಿ ಹೇಳಿದೆ. ಈ ಬಗ್ಗೆ ಸ್ಪೀಕರ್ ಓಂ ಬಿರ್ಲಾ ಪರಿಶೀಲನೆ ನಡೆಸುವ ಭರವಸೆ ನೀಡಿದ್ದಾರೆ.: [792, 846, 922, 914]
- border-body: 2014ರಿಂದ ಭಾರತ-ಪಾಕ್ ಗಡಿಯಲ್ಲಿ ಅಕ್ರಮವಾಗಿ ನುಸುಳಲು ಯತ್ನಿಸಿದ 23 ಸಾವಿರಕ್ಕೂ ಹೆಚ್ಚು ಮಂದಿಯನ್ನು ಬಂಧಿಸಲಾಗಿದೆ ಎಂದು ಕೇಂದ್ರ ಗೃಹ ಸಚಿವಾಲಯ ಸಂಸತ್ತಿಗೆ ತಿಳಿಸಿದೆ. ಬಾಂಗ್ಲಾದೇಶ, ಮ್ಯಾನ್ಮಾರ್, ನೇಪಾಳ ಮತ್ತು ಭೂತಾನ್ ಗಡಿಗಳಲ್ಲಿಯೂ ಅಕ್ರಮ ಪ್ರವೇಶಕ್ಕೆ ಯತ್ನಿಸಿದವರನ್ನು ವಶಕ್ಕೆ ಪಡೆಯಲಾಗಿದೆ. ಭಾರತ-ಬಾಂಗ್ಲಾದೇಶ ಗಡಿಯಲ್ಲಿ 21,926 ಮಂದಿ ಬಂಧಿತರಾಗಿದ್ದು, ಇದು ಅತಿ ಹೆಚ್ಚು. ಗಡಿ ಭದ್ರತಾ ಪಡೆ ಮತ್ತು ಸಶಸ್ತ್ರ ಸೀಮಾ ಬಲ ಗಡಿ ಕಾವಲು ಕಾರ್ಯವನ್ನು ತೀವ್ರಗೊಳಿಸಿದೆ. ಗಡಿಯಲ್ಲಿ ಬೇಲಿ ನಿರ್ಮಾಣ ಕಾರ್ಯ ಪ್ರಗತಿಯಲ್ಲಿದ್ದು, ತಂತ್ರಜ್ಞಾನ ಆಧಾರಿತ ನಿಗಾ ವ್ಯವಸ್ಥೆ ಅಳವಡಿಸಲಾಗುತ್ತಿದೆ ಎಂದು ಸಚಿವಾಲಯ ತಿಳಿಸಿದೆ.: [590, 853, 776, 912]
- seven-accused-story: [600, 410, 728, 580]
- brand-logo: [690, 2, 890, 36]
- fact-item: ▸ ಜಮ್ಮು ವಿಶೇಷ ನ್ಯಾಯಾಲಯದಲ್ಲಿ 1,597 ಪುಟಗಳ ಚಾರ್ಜ್‌ಶೀಟ್ ದಾಖಲು: [448, 668, 592, 692]
- pahalgam-body: ಜಮ್ಮುವಿನ ವಿಶೇಷ ಎನ್‌ಐಎ ನ್ಯಾಯಾಲಯದಲ್ಲಿ ಸೋಮವಾರ, ಭಾರತೀಯ ನ್ಯಾಯ ಸಂಹಿತಾ, 2023, ಶಸ್ತ್ರಾಸ್ತ್ರ ಕಾಯ್ದೆ, 1959, ಮತ್ತು ಕಾನೂನುಬಾಹಿರ ಚಟುವಟಿಕೆಗಳ (ತಡೆಗಟ್ಟುವಿಕೆ) ಕಾಯ್ದೆ, 1967 ಅಡಿಯಲ್ಲಿ ಒಟ್ಟು 1,597 ಪುಟಗಳ ಚಾರ್ಜ್‌ಶೀಟ್ ಸಲ್ಲಿಸಲಾಗಿದೆ. 25 ಪ್ರವಾಸಿಗರು ಮತ್ತು ಒಬ್ಬ ಸ್ಥಳೀಯ ನಾಗರಿಕ ಧರ್ಮದ ಆಧಾರದ ಮೇಲೆ ಹತ್ಯೆಗೀಡಾಗಿದ್ದಾರೆ. 'ಧರ್ಮಾಧಾರಿತ ಹತ್ಯೆ' ಎಂದು ಎನ್‌ಐಎ ಹೇಳಿದೆ.: [456, 84, 588, 134]
- registration-marks: [332, 1409, 392, 1418]
- pak-links-story: [666, 690, 916, 786]
- massacre-plan-body: ಎನ್‌ಐಎ ಪ್ರಕಾರ, ಏಪ್ರಿಲ್ 22ರ ದಾಳಿಯನ್ನು ಪಾಕಿಸ್ತಾನ ಮೂಲದ ಹ್ಯಾಂಡ್ಲರ್‌ಗಳು ನಿರ್ದೇಶಿಸಿದ್ದರು. ಭಯೋತ್ಪಾದಕರು ಮೊದಲು ಪ್ರವಾಸಿಗರ ಧರ್ಮವನ್ನು ಕೇಳಿ ನಂತರ ಗುಂಡು ಹಾರಿಸಿದ್ದರು ಎಂದು ತನಿಖೆಯಿಂದ ತಿಳಿದುಬಂದಿದೆ.: [738, 425, 914, 449]
- local-helpers-body: ಇಬ್ಬರು ಸ್ಥಳೀಯರು - ಪರ್ವೈಜ್ ಅಹ್ಮದ್ ಜೋಥರ್ ಮತ್ತು ಬಶೀರ್ ಅಹ್ಮದ್ ಜೋಥರ್ ಭಯೋತ್ಪಾದಕರಿಗೆ ಆಶ್ರಯ ನೀಡಿದ ಆರೋಪದ ಮೇಲೆ ಬಂಧಿಸಲಾಗಿದ್ದು, ದಾಳಿಗೆ ಮುನ್ನ ಉಗ್ರರಿಗೆ ಆಹಾರ ಮತ್ತು ವಸತಿ ಒದಗಿಸಿದ್ದಕ್ಕಾಗಿ ಅವರಿಗೆ 3,000 ರೂ. ನೀಡಲಾಗಿತ್ತು. ಈ ಹಿಂದೆ, ಪಾಕಿಸ್ತಾನದ ಹ್ಯಾಂಡ್ಲರ್‌ಗಳ ಸೂಚನೆಯಂತೆ ಇವರು ಕೆಲಸ ಮಾಡುತ್ತಿದ್ದರು ಎಂದು ಚಾರ್ಜ್‌ಶೀಟ್ ಹೇಳಿದೆ.: [470, 497, 594, 547]
- train-coach: [474, 1190, 544, 1246]
- pak-planners-box: [764, 66, 914, 224]
- massacre-plan-story: [738, 410, 914, 580]
- sonia-kicker: ಸೋನಿಯಾ ಗಾಂಧಿಗೆ ಸಚಿವ ಗಜೇಂದ್ರ ಶೇಖಾವತ್ ಆಗ್ರಹ: [62, 547, 346, 566]
- rail-kicker: ರೈಲುಗಳಲ್ಲಿ ಸಾಮಾನುಗಳನ್ನು ಸಾಗಿಸಲು ಹೊಸ ನಿಯಮ: [252, 1128, 506, 1144]
- shimla-headline: ಶಿಮ್ಲಾದಲ್ಲಿ ಪಾಕಿಸ್ತಾನ ಧ್ವಜ ಮುದ್ರಿತ ಬಲೂನ್‌ಗಳ ಪತ್ತೆ: [224, 799, 378, 834]
- ecigarette-article: ಸದನದಲ್ಲಿ ಇ-ಸಿಗರೇಟ್ ಸೇದಿದ್ದು ಕೀರ್ತಿ ಆಜಾದ್! ಹೊಸದಿಲ್ಲಿ: ಲೋಕಸಭೆಯಲ್ಲಿ ಇ-ಸಿಗರೇಟ್ ಸೇದಿದ್ದು ಟಿಎಂಸಿ ಸಂಸದ ಕೀರ್ತಿ ಆಜಾದ್ ಎಂದು ಬಿಜೆಪಿ ಆರೋಪಿಸಿದೆ. ಈ ಸಂಬಂಧ ಬಿಜೆಪಿ ಸಂಸದ ಅನುರಾಗ್ ಠಾಕೂರ್ ಅವರು ಸ್ಪೀಕರ್‌ಗೆ ದೂರು ನೀಡಿದ್ದಾರೆ. ವಿಡಿಯೋ ದೃಶ್ಯಾವಳಿಯನ್ನು ಪರಿಶೀಲಿಸಿ ಕ್ರಮ ಕೈಗೊಳ್ಳುವಂತೆ ಒತ್ತಾಯಿಸಿದ್ದಾರೆ. ಆದರೆ ಈ ಆರೋಪವನ್ನು ಕೀರ್ತಿ ಆಜಾದ್ ತಳ್ಳಿಹಾಕಿದ್ದಾರೆ. ದೇಶದಲ್ಲಿ ಇ-ಸಿಗರೇಟ್ ನಿಷೇಧವಿದ್ದರೂ ಸಂಸತ್ತಿನಲ್ಲೇ ಇಂತಹ ಘಟನೆ ನಡೆದಿರುವುದು ಖಂಡನೀಯ ಎಂದು ಬಿಜೆಪಿ ಹೇಳಿದೆ. ಈ ಬಗ್ಗೆ ಸ್ಪೀಕರ್ ಓಂ ಬಿರ್ಲಾ ಪರಿಶೀಲನೆ ನಡೆಸುವ ಭರವಸೆ ನೀಡಿದ್ದಾರೆ.: [780, 798, 922, 1120]
- sonia-headline: 51 ಕಾರ್ಟೂನ್ ವಾಪಸ್ ಮಾಡಿ: [59, 568, 349, 601]
- attack-circle-badge: ಏ.22ರ ಭಯೋತ್ಪಾದಕ ದಾಳಿ ಐಎಸ್‌ಐ-ಎಲ್‌ಇಟಿ-ಟಿಆರ್‌ಎಫ್ ಕುಕೃತ್ಯ: [437, 298, 555, 416]
- pahalgam-photo: [594, 66, 760, 220]
- oman-subhead: ಪಾಲುದಾರಿಕೆ, ವಲಸಿಗರ ಸಂಪರ್ಕ:: [10, 294, 72, 301]
- suddi-label: ಸುದ್ದಿ: [97, 804, 128, 826]
- edition-city: ಬೆಂಗಳೂರು: [60, 44, 87, 52]
- brand-tagline: ರಾಷ್ಟ್ರ ಜಾಗೃತಿಯ ಶ್ರೇಷ್ಠ: [867, 36, 900, 41]
- fact-item: ▸ 7 ಮಂದಿ ಆರೋಪಿಗಳು; ಎಲ್‌ಇಟಿ ಮತ್ತು ಟಿಆರ್‌ಎಫ್ ಘಟಕಗಳ ಕೃತ್ಯ: [448, 692, 592, 716]
- sonia-dateline: ಹೊಸದಿಲ್ಲಿ:: [10, 606, 33, 613]
- guard-figure: [362, 234, 380, 302]
- oman-kicker: ಮಸ್ಕತ್‌ನಲ್ಲಿ ಪ್ರಧಾನಿ ಮೋದಿಗೆ ಗೌರವ ವಂದನೆ: [64, 61, 342, 83]
- minister-photo: [164, 639, 236, 719]
- rail-header: [204, 1128, 554, 1180]
- tables: [624, 184, 664, 200]
- oman-economy-box: [216, 307, 400, 537]
- seven-accused-body: ಎನ್‌ಐಎ ಏಳು ಆರೋಪಿಗಳ ವಿರುದ್ಧ ಚಾರ್ಜ್‌ಶೀಟ್ ಸಲ್ಲಿಸಿದೆ. ಇದರಲ್ಲಿ ಪಾಕಿಸ್ತಾನ ಮೂಲದ ಮೂವರು ಭಯೋತ್ಪಾದಕರು, ನಿಷೇಧಿತ ಲಷ್ಕರ್-ಎ-ತೊಯ್ಬಾ ಮತ್ತು ಅದರ ಅಂಗಸಂಸ್ಥೆ ದಿ ರೆಸಿಸ್ಟೆನ್ಸ್ ಫ್ರಂಟ್ (ಟಿಆರ್‌ಎಫ್) ಸೇರಿವೆ.: [600, 428, 728, 460]
- rail-body: ರೈಲುಗಳಲ್ಲಿ ಪ್ರಯಾಣಿಕರು ನಿಗದಿತ ಮಿತಿಗಿಂತ ಹೆಚ್ಚು ತೂಕದ ಲಗೇಜ್ ಸಾಗಿಸಿದರೆ ಹೆಚ್ಚುವರಿ ಶುಲ್ಕ ಪಾವತಿಸಬೇಕಾಗುತ್ತದೆ ಎಂದು ರೈಲ್ವೆ ಸಚಿವ ಅಶ್ವಿನಿ ವೈಷ್ಣವ್ ಲೋಕಸಭೆಗೆ ತಿಳಿಸಿದ್ದಾರೆ. ಪ್ರಯಾಣದ ದರ್ಜೆಗೆ ಅನುಗುಣವಾಗಿ ಉಚಿತ ಲಗೇಜ್ ಮಿತಿ ನಿಗದಿಪಡಿಸಲಾಗಿದೆ. ಎಸಿ ಪ್ರಥಮ ದರ್ಜೆಯಲ್ಲಿ 70 ಕೆಜಿ, ಎಸಿ 2 ಟೈರ್‌ನಲ್ಲಿ 50 ಕೆಜಿ, ಸ್ಲೀಪರ್ ದರ್ಜೆಯಲ್ಲಿ 40 ಕೆಜಿ ಮತ್ತು ಸಾಮಾನ್ಯ ದರ್ಜೆಯಲ್ಲಿ 35 ಕೆಜಿ ಲಗೇಜ್ ಅನ್ನು ಉಚಿತವಾಗಿ ಸಾಗಿಸಬಹುದು. ಇದಕ್ಕಿಂತ ಹೆಚ್ಚಿನ ಲಗೇಜ್‌ಗೆ ಪಾರ್ಸೆಲ್ ದರದಲ್ಲಿ ಶುಲ್ಕ ವಿಧಿಸಲಾಗುವುದು.: [206, 1196, 380, 1246]
- person-figure: [276, 232, 296, 302]
- section-title: ದೇಶ-ವಿದೇಶ: [343, 2, 502, 45]
- luggage-icon: [446, 1234, 462, 1254]
- page-number: ೦೫: [755, 36, 776, 57]
- brand-name: ಹೊಸದಿಗಂತ: [730, 6, 820, 31]
- oman-headline: ಒಮಾನ್ ಜತೆ ಮುಕ್ತ ವ್ಯಾಪಾರಕ್ಕಿಂದು ಸಹಿ: [54, 83, 352, 190]
- issue-date: 18 ಡಿಸೆಂಬರ್ 2025: [14, 28, 76, 37]
- mountain-snow: [594, 92, 760, 122]
- fact-item: ▸ ಉಗ್ರರಿಂದ ದೊರೆತ 2 ಫೋನ್‌ಗಳು ತಯಾರಾಗಿದ್ದು ಪಾಕಿಸ್ತಾನದಲ್ಲಿ: [448, 741, 592, 756]
- masthead: [0, 0, 945, 60]
- oman-dateline: ಮಸ್ಕತ್:: [10, 211, 27, 218]
- intel-box: [598, 582, 916, 678]
- oman-photo: [214, 210, 400, 304]
- massacre-plan-title: ಹತ್ಯಾಕಾಂಡದ ಯೋಜನೆ: [738, 410, 814, 421]
- masthead-color-bar: [0, 10, 8, 44]
- local-helpers-story: [470, 464, 594, 664]
- pak-links-title: ಪಾಕಿಸ್ತಾನದ ಸಂಪರ್ಕ- ಹಲವು ಪುರಾವೆಗಳು: [722, 690, 860, 701]
- trump-bullet: ▸ ಟ್ರಂಪ್ ಸೂಚನೆಯಿಂದ ಇಕ್ಕಟ್ಟಿಗೆ ಸಿಲುಕಿದ ಪಾಕಿಸ್ತಾನ: [758, 1210, 916, 1225]
- rail-body-col2: ದ್ವಿತೀಯ ದರ್ಜೆ ಪ್ರಯಾಣಿಕರು 35 ಕೆಜಿ ಲಗೇಜ್ ಅನ್ನು ಉಚಿತವಾಗಿ ಮತ್ತು 70 ಕೆಜಿವರೆಗೆ ಶುಲ್ಕ ಪಾವತಿಸಿ ಕೊಂಡೊಯ್ಯಬಹುದು. ಸ್ಲೀಪರ್ ದರ್ಜೆಯಲ್ಲಿ ಗರಿಷ್ಠ 80 ಕೆಜಿ, ಎಸಿ 3 ಟೈರ್‌ನಲ್ಲಿ 40 ಕೆಜಿ ಮತ್ತು ಎಸಿ ಪ್ರಥಮ ದರ್ಜೆಯಲ್ಲಿ 150 ಕೆಜಿವರೆಗೆ ಸಾಗಿಸಬಹುದು.: [384, 1265, 544, 1289]
- lamp-icon: [696, 6, 722, 32]
- kiru-label: ಕಿರು: [72, 804, 97, 826]
- registration-marks: [592, 1409, 652, 1418]
- pak-links-body: ದಾಚಿಗಮ್ ಎನ್‌ಕೌಂಟರ್ ನಡೆದ ಸ್ಥಳದಿಂದ ವಶಪಡಿಸಿಕೊಂಡ ಮೊಬೈಲ್ ಫೋನ್‌ಗಳು, ಶಸ್ತ್ರಾಸ್ತ್ರಗಳು ಮತ್ತು ದಾಖಲೆಗಳು ಪಾಕಿಸ್ತಾನದೊಂದಿಗಿನ ನೇರ ಸಂಪರ್ಕವನ್ನು ಬಹಿರಂಗಪಡಿಸಿವೆ. ಪತ್ತೆಯಾದ ಉಪಕರಣಗಳು ಪಾಕಿಸ್ತಾನದಲ್ಲಿ ತಯಾರಾಗಿವೆ ಎಂದು ಎನ್‌ಐಎ ಹೇಳಿದೆ.: [666, 705, 916, 720]
